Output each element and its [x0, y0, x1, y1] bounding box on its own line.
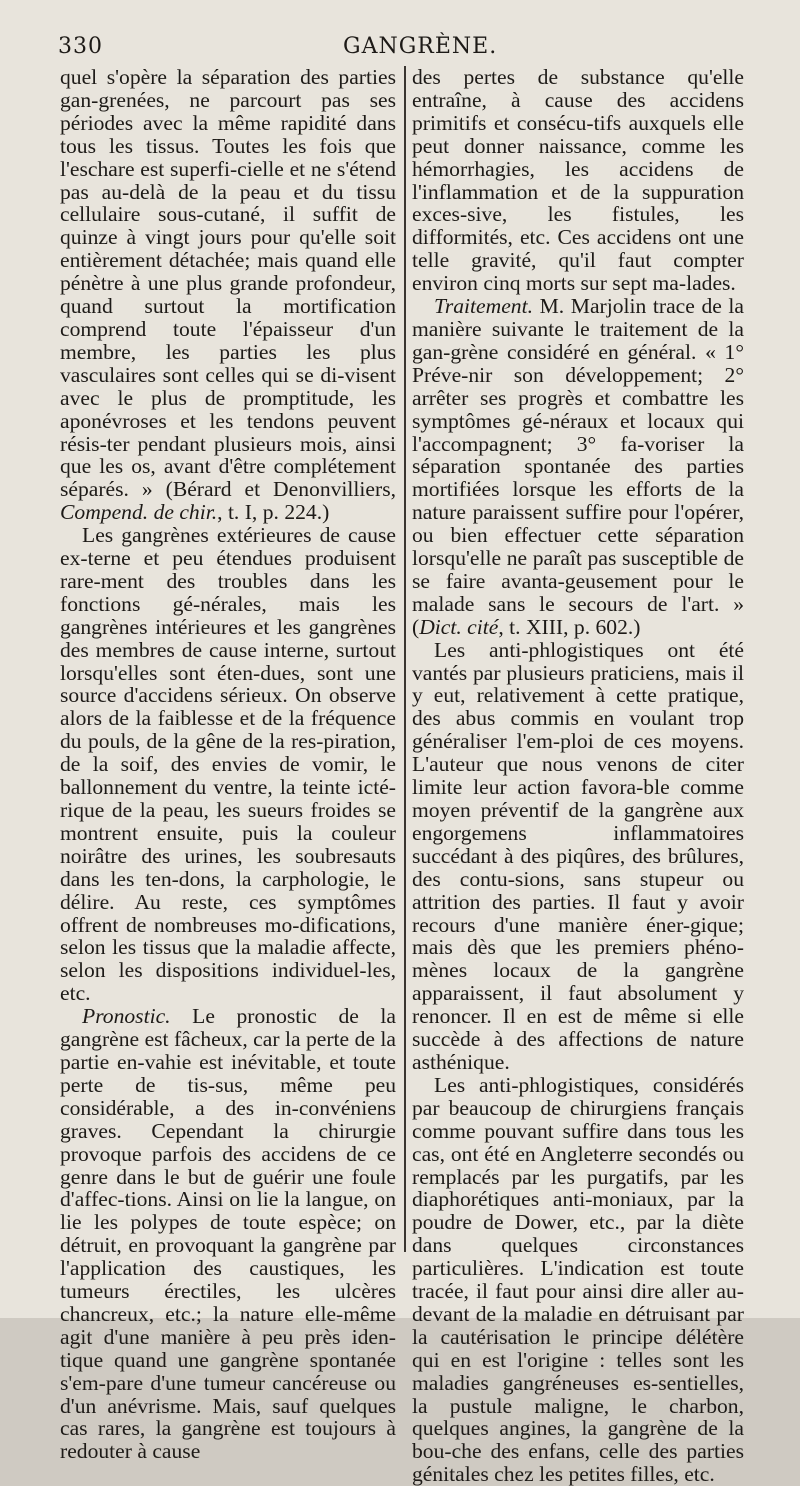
citation-title: Compend. de chir. — [60, 500, 218, 525]
paragraph — [412, 295, 744, 639]
citation-ref: , t. I, p. 224.) — [217, 500, 330, 525]
citation-ref: , t. XIII, p. 602.) — [498, 614, 641, 639]
paragraph: Les anti-phlogistiques, considérés par beaucoup de chirurgiens français comme pouvant suffire dans tous les cas, ont été en Angleterre secondés ou remplacés par les purgatifs, par les diaphorétiques anti-moniaux, par la poudre de Dower, etc., par la diète dans quelques circonstances particulières. L'indication est toute tracée, il faut pour ainsi dire aller au-devant de la maladie en détruisant par la cautérisation le principe délétère qui en est l'origine : telles sont les maladies gangréneuses es-sentielles, la pustule maligne, le charbon, quelques angines, la gangrène de la bou-che des enfans, celle des parties génitales chez les petites filles, etc. — [412, 1072, 744, 1486]
right-column — [412, 66, 744, 1486]
paragraph: des pertes de substance qu'elle entraîne, à cause des accidens primitifs et consécu-tifs auxquels elle peut donner naissance, comme les hémorrhagies, les accidens de l'inflammation et de la suppuration exces-sive, les fistules, les difformités, etc. Ces accidens ont une telle gravité, qu'il faut compter environ cinq morts sur sept ma-lades. — [412, 65, 744, 296]
page-number: 330 — [58, 34, 103, 59]
section-heading: Traitement. — [434, 294, 533, 319]
paragraph-text: Le pronostic de la gangrène est fâcheux, car la perte de la partie en-vahie est inévitable, et toute perte de tis-sus, même peu considérable, a des in-convéniens graves. Cependant la chirurgie provoque parfois des accidens de ce genre dans le but de guérir une foule d'affec-tions. Ainsi on lie la langue, on lie les polypes de toute espèce; on détruit, en provoquant la gangrène par l'application des caustiques, les tumeurs érectiles, les ulcères chancreux, etc.; la nature elle-même agit d'une manière à peu près iden-tique quand une gangrène spontanée s'em-pare d'une tumeur cancéreuse ou d'un anévrisme. Mais, sauf quelques cas rares, la gangrène est toujours à redouter à cause — [60, 1004, 396, 1464]
running-title: GANGRÈNE. — [343, 34, 498, 59]
paragraph: Les gangrènes extérieures de cause ex-terne et peu étendues produisent rare-ment des troubles dans les fonctions gé-nérales, mais les gangrènes intérieures et les gangrènes des membres de cause interne, surtout lorsqu'elles sont éten-dues, sont une source d'accidens sérieux. On observe alors de la faiblesse et de la fréquence du pouls, de la gêne de la res-piration, de la soif, des envies de vomir, le ballonnement du ventre, la teinte icté-rique de la peau, les sueurs froides se montrent ensuite, puis la couleur noirâtre des urines, les soubresauts dans les ten-dons, la carphologie, le délire. Au reste, ces symptômes offrent de nombreuses mo-difications, selon les tissus que la maladie affecte, selon les dispositions individuel-les, etc. — [60, 523, 396, 1006]
column-divider — [404, 66, 406, 1252]
paragraph-text: quel s'opère la séparation des parties gan-grenées, ne parcourt pas ses périodes avec la même rapidité dans tous les tissus. Toutes les fois que l'eschare est superfi-cielle et ne s'étend pas au-delà de la peau et du tissu cellulaire sous-cutané, il suffit de quinze à vingt jours pour qu'elle soit entièrement détachée; mais quand elle pénètre à une plus grande profondeur, quand surtout la mortification comprend toute l'épaisseur d'un membre, les parties les plus vasculaires sont celles qui se di-visent avec le plus de promptitude, les aponévroses et les tendons peuvent résis-ter pendant plusieurs mois, ainsi que les os, avant d'être complétement séparés. » (Bérard et Denonvilliers, — [60, 65, 396, 502]
left-column — [60, 66, 396, 1463]
paragraph — [60, 66, 396, 524]
citation-title: Dict. cité — [419, 614, 499, 639]
page-header — [58, 34, 798, 62]
paragraph: Les anti-phlogistiques ont été vantés par plusieurs praticiens, mais il y eut, relativement à cette pratique, des abus commis en voulant trop généraliser l'em-ploi de ces moyens. L'auteur que nous venons de citer limite leur action favora-ble comme moyen préventif de la gangrène aux engorgemens inflammatoires succédant à des piqûres, des brûlures, des contu-sions, sans stupeur ou attrition des parties. Il faut y avoir recours d'une manière éner-gique; mais dès que les premiers phéno-mènes locaux de la gangrène apparaissent, il faut absolument y renoncer. Il en est de même si elle succède à des affections de nature asthénique. — [412, 637, 744, 1074]
paragraph-text: M. Marjolin trace de la manière suivante le traitement de la gan-grène considéré en général. « 1° Préve-nir son développement; 2° arrêter ses progrès et combattre les symptômes gé-néraux et locaux qui l'accompagnent; 3° fa-voriser la séparation spontanée des parties mortifiées lorsque les efforts de la nature paraissent suffire pour l'opérer, ou bien effectuer cette séparation lorsqu'elle ne paraît pas susceptible de se faire avanta-geusement pour le malade sans le secours de l'art. » ( — [412, 294, 744, 639]
paragraph — [60, 1005, 396, 1463]
section-heading: Pronostic. — [82, 1004, 171, 1029]
